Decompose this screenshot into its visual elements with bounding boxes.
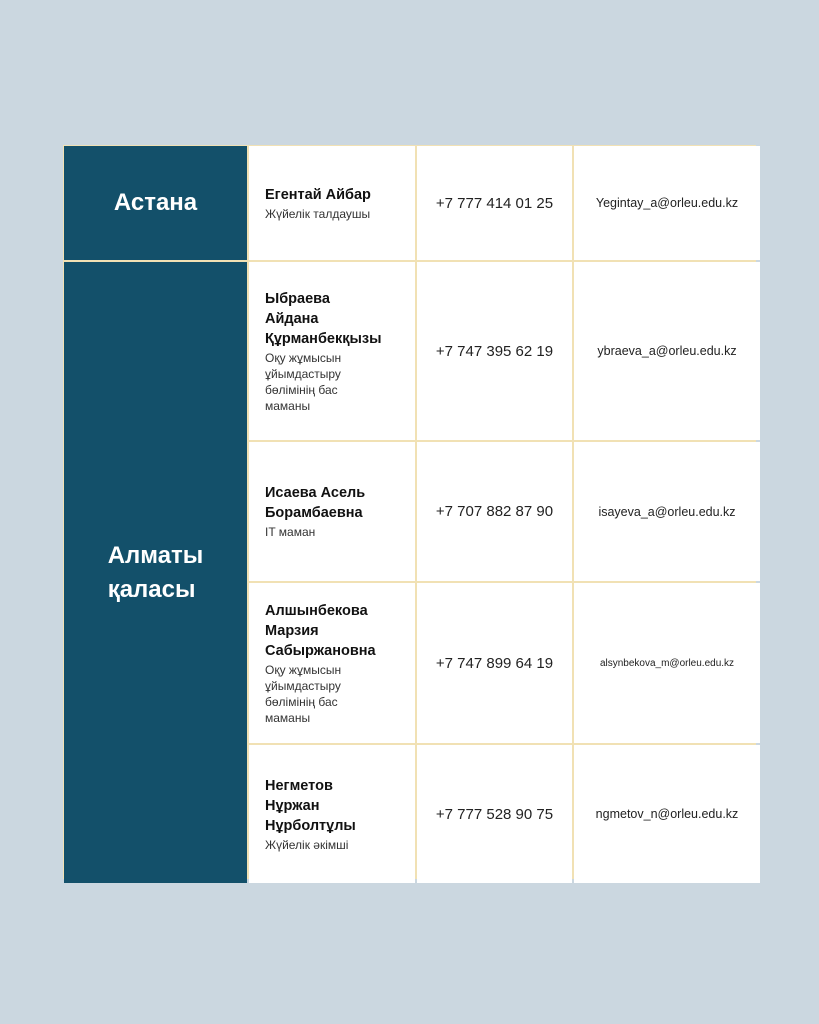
contact-person-cell xyxy=(249,146,415,260)
contact-person-cell xyxy=(249,262,415,440)
contact-email: ngmetov_n@orleu.edu.kz xyxy=(574,745,760,883)
contact-role: Оқу жұмысын ұйымдастыру бөлімінің бас маманы xyxy=(265,350,342,413)
contact-name: Исаева Асель Борамбаевна xyxy=(265,485,366,521)
city-name: Алматы қаласы xyxy=(107,541,204,603)
contact-email: alsynbekova_m@orleu.edu.kz xyxy=(574,583,760,743)
contact-phone: +7 777 414 01 25 xyxy=(417,146,572,260)
contact-email: Yegintay_a@orleu.edu.kz xyxy=(574,146,760,260)
contact-phone: +7 747 899 64 19 xyxy=(417,583,572,743)
contact-role: IT маман xyxy=(265,525,316,539)
contact-person-cell xyxy=(249,745,415,883)
contact-person-cell xyxy=(249,583,415,743)
city-cell-astana xyxy=(64,146,247,260)
contact-name: Егентай Айбар xyxy=(265,186,371,203)
city-name: Астана xyxy=(113,189,198,216)
contact-name: Алшынбекова Марзия Сабыржановна xyxy=(265,602,376,659)
contact-phone: +7 777 528 90 75 xyxy=(417,745,572,883)
contact-email: isayeva_a@orleu.edu.kz xyxy=(574,442,760,581)
contact-phone: +7 707 882 87 90 xyxy=(417,442,572,581)
contact-name: Негметов Нұржан Нұрболтұлы xyxy=(265,777,356,834)
contact-person-cell xyxy=(249,442,415,581)
contacts-table xyxy=(63,145,756,879)
contact-name: Ыбраева Айдана Құрманбекқызы xyxy=(265,290,382,347)
contact-email: ybraeva_a@orleu.edu.kz xyxy=(574,262,760,440)
city-cell-almaty xyxy=(64,262,247,883)
contact-role: Оқу жұмысын ұйымдастыру бөлімінің бас маманы xyxy=(265,662,342,725)
contact-role: Жүйелік әкімші xyxy=(265,837,349,852)
contact-role: Жүйелік талдаушы xyxy=(265,206,371,221)
contact-phone: +7 747 395 62 19 xyxy=(417,262,572,440)
